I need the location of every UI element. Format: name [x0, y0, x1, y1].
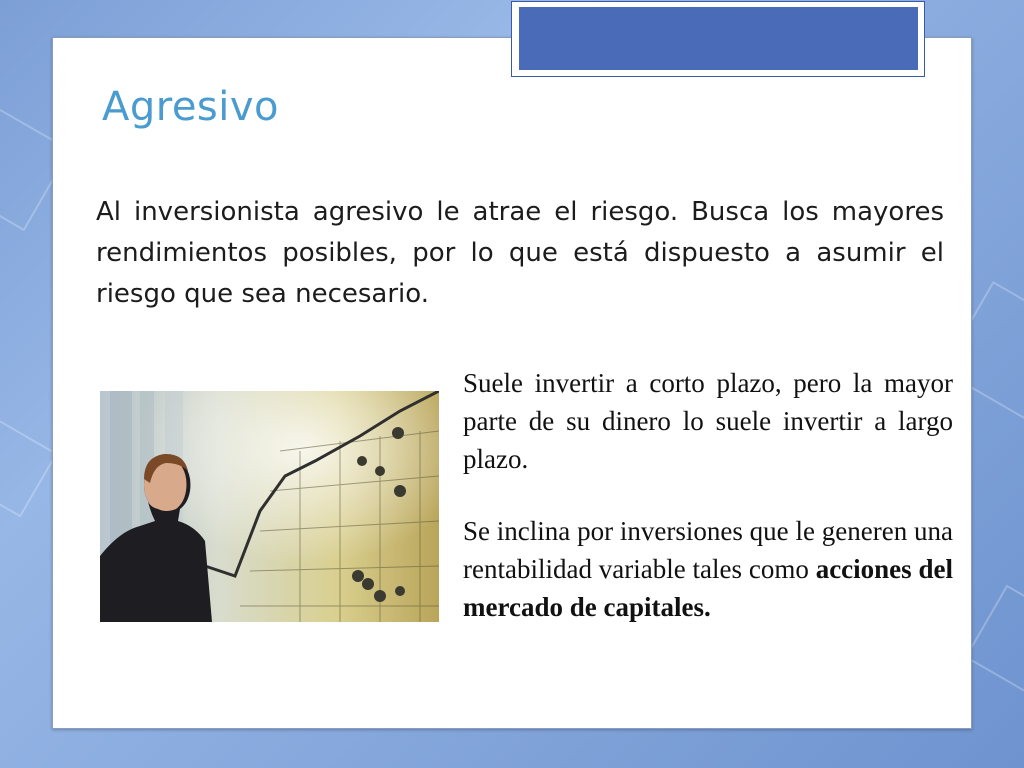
background-hexagon	[0, 416, 58, 517]
body-text	[463, 364, 953, 626]
investor-photo	[100, 391, 439, 622]
title-accent-fill	[519, 7, 918, 70]
paragraph-investment-type-text: Se inclina por inversiones que le generen una rentabilidad variable tales como	[463, 516, 953, 584]
title-accent-tab	[511, 1, 925, 77]
paragraph-investment-type	[463, 512, 953, 626]
paragraph-term: Suele invertir a corto plazo, pero la mayor parte de su dinero lo suele invertir a largo plazo.	[463, 368, 953, 474]
intro-paragraph: Al inversionista agresivo le atrae el riesgo. Busca los mayores rendimientos posibles, por lo que está dispuesto a asumir el riesgo que sea necesario.	[96, 197, 944, 309]
highlight-capital-market-stocks: acciones del mercado de capitales.	[463, 554, 953, 622]
slide-title: Agresivo	[102, 84, 280, 130]
man-with-stock-chart-icon	[100, 391, 439, 622]
background-hexagon	[965, 585, 1024, 700]
